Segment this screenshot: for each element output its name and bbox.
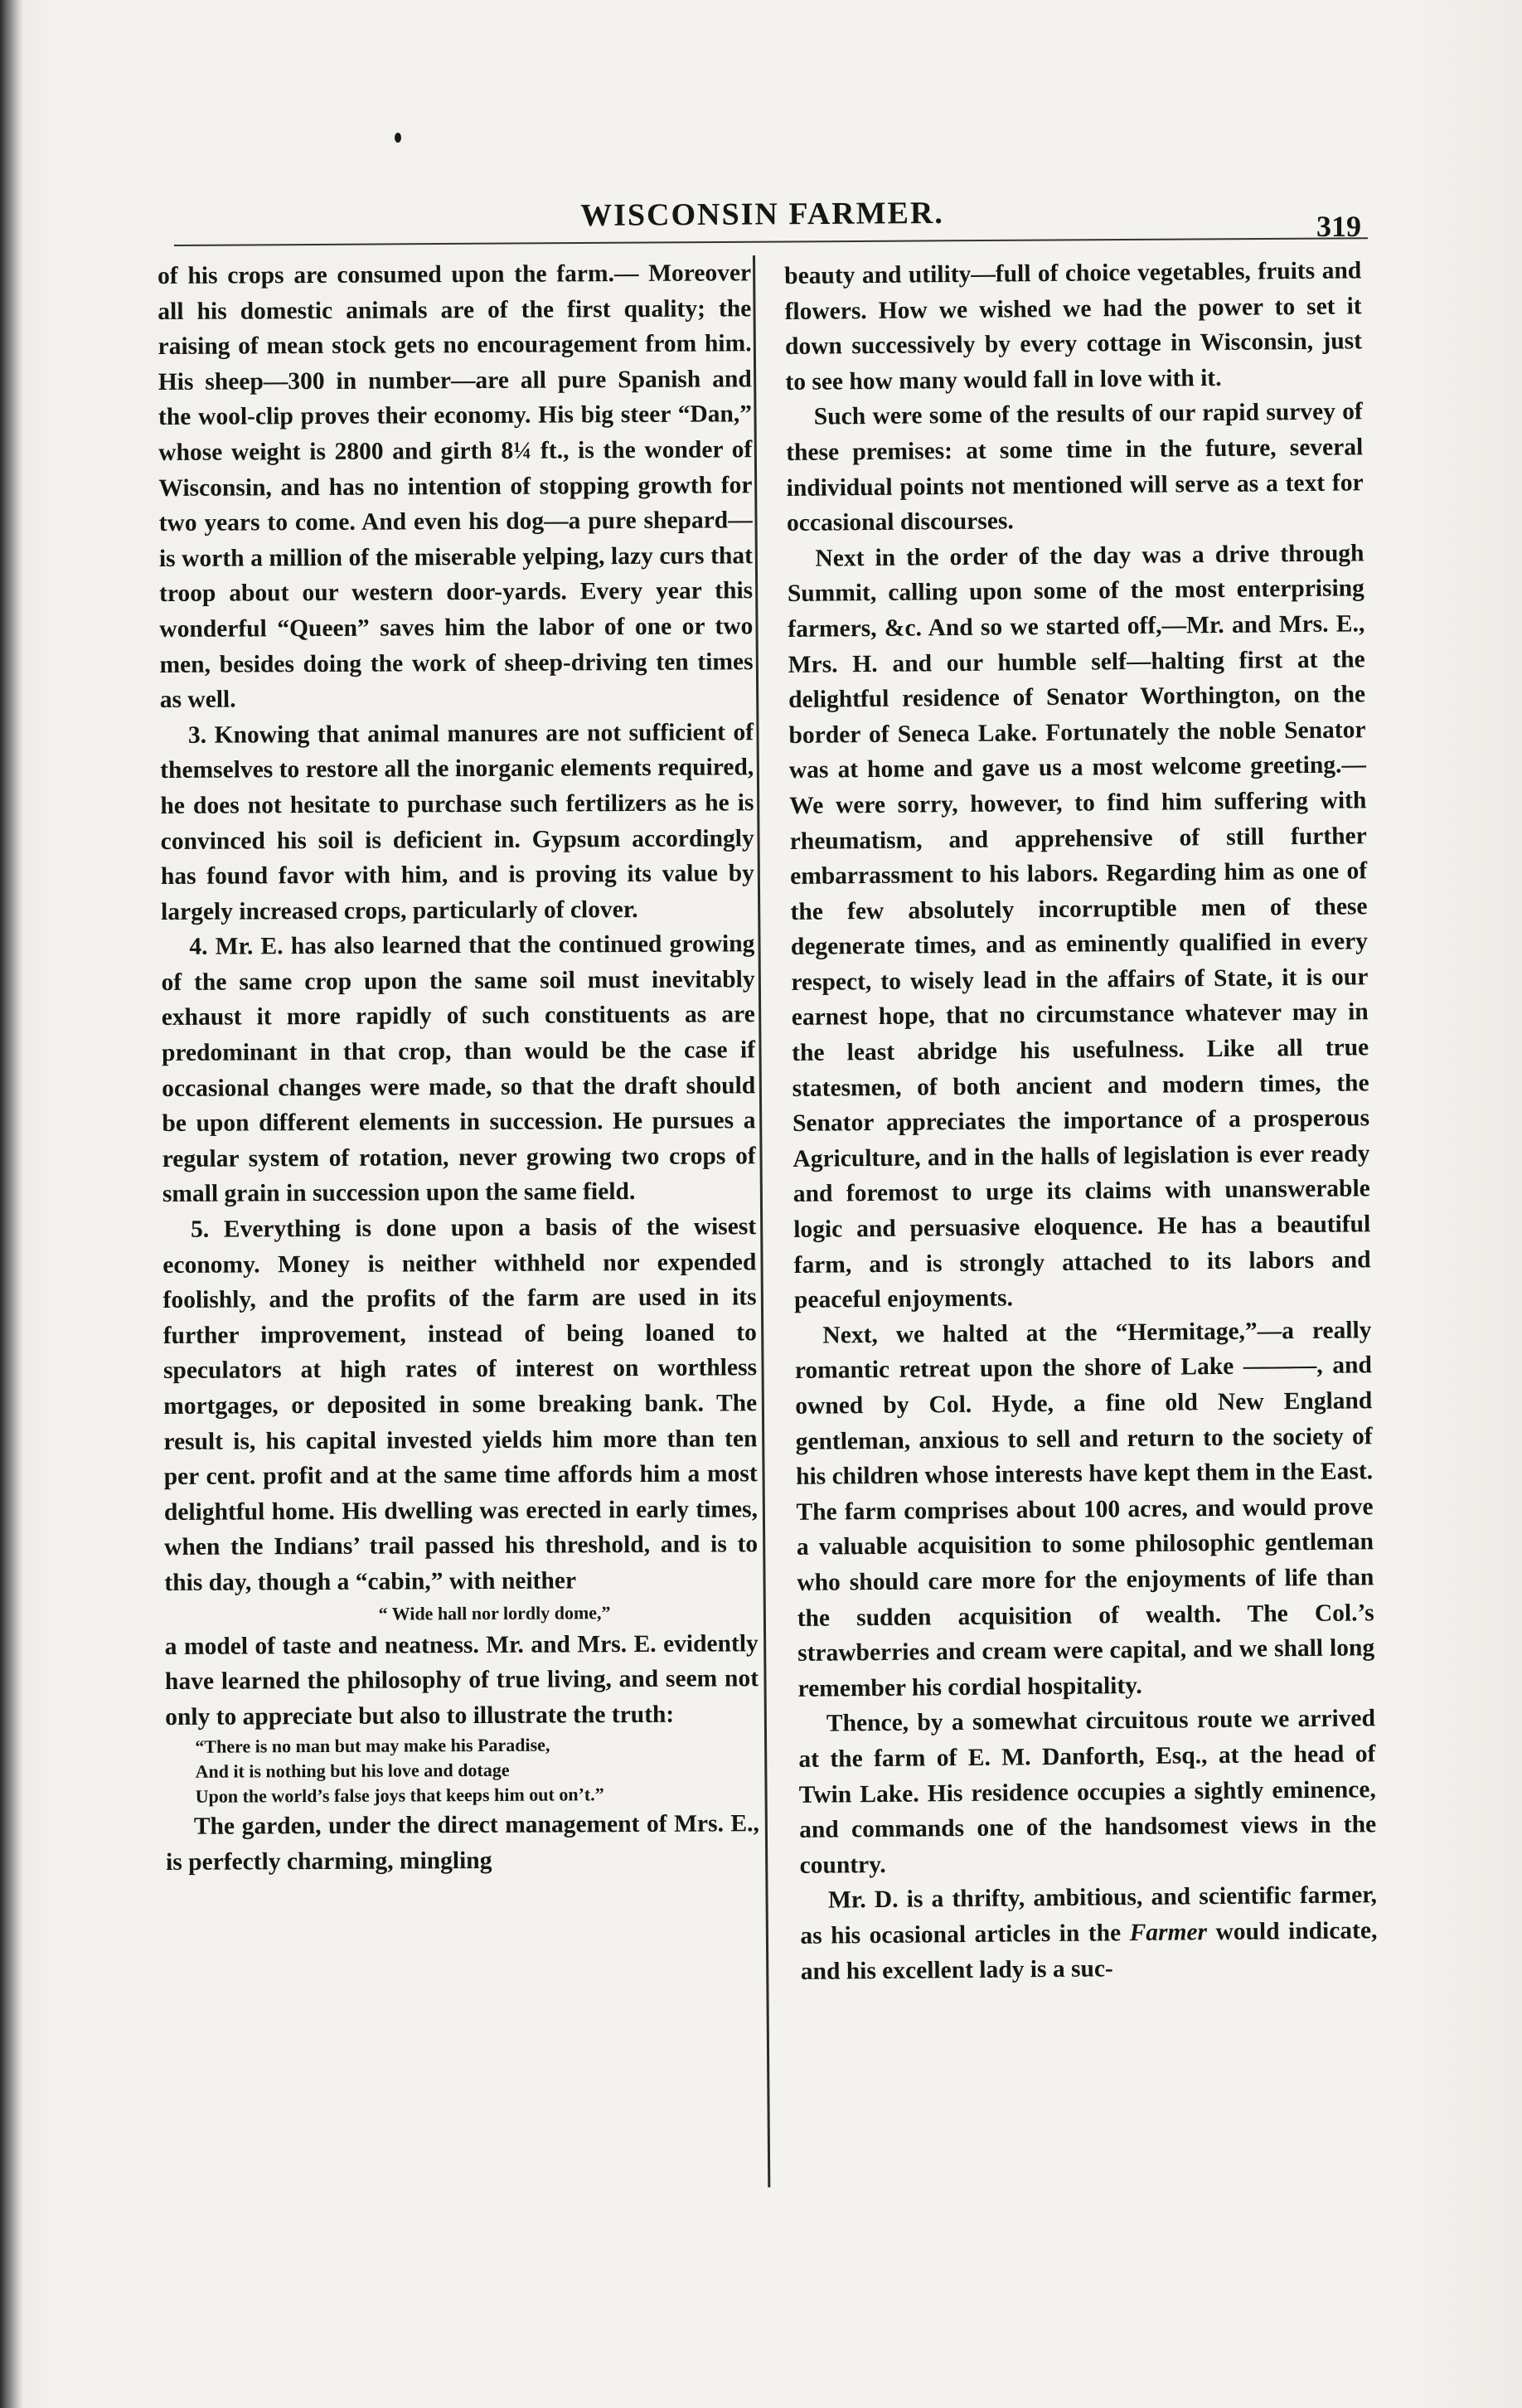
paragraph: a model of taste and neatness. Mr. and Mrs. E. evidently have learned the philosophy of true living, and seem not only to appreciate but also to illustrate the truth: — [164, 1629, 759, 1731]
verse-quotation — [165, 1732, 759, 1810]
paragraph: The garden, under the direct management of Mrs. E., is perfectly charming, mingling — [166, 1810, 759, 1876]
paragraph: Such were some of the results of our rapid survey of these premises: at some time in the future, several individual points not mentioned will serve as a text for occasional discourses. — [786, 398, 1364, 537]
paragraph: 4. Mr. E. has also learned that the continued growing of the same crop upon the same soil must inevitably exhaust it more rapidly of such constituents as are predominant in that crop, than would be the case if occasional changes were made, so that the draft should be upon different elements in succession. He pursues a regular system of rotation, never growing two crops of small grain in succession upon the same field. — [161, 930, 756, 1208]
right-column — [784, 253, 1378, 1989]
paragraph: Next, we halted at the “Hermitage,”—a really romantic retreat upon the shore of Lake ———, and owned by Col. Hyde, a fine old New England gentleman, anxious to sell and return to the society of his children whose interests have kept them in the East. The farm comprises about 100 acres, and would prove a valuable acquisition to some philosophic gentleman who should care more for the enjoyments of life than the sudden acquisition of wealth. The Col.’s strawberries and cream were capital, and we shall long remember his cordial hospitality. — [794, 1317, 1375, 1702]
left-column — [158, 255, 759, 1880]
paragraph: 3. Knowing that animal manures are not sufficient of themselves to restore all the inorganic elements required, he does not hesitate to purchase such fertilizers as he is convinced his soil is deficient in. Gypsum accordingly has found favor with him, and is proving its value by largely increased crops, particularly of clover. — [160, 718, 754, 925]
paragraph: Thence, by a somewhat circuitous route we arrived at the farm of E. M. Danforth, Esq., at the head of Twin Lake. His residence occupies a sightly eminence, and commands one of the handsomest views in the country. — [798, 1705, 1377, 1879]
page-number: 319 — [1316, 210, 1361, 243]
paragraph: Next in the order of the day was a drive through Summit, calling upon some of the most enterprising farmers, &c. And so we started off,—Mr. and Mrs. E., Mrs. H. and our humble self—halting first at the delightful residence of Senator Worthington, on the border of Seneca Lake. Fortunately the noble Senator was at home and gave us a most welcome greeting.— We were sorry, however, to find him suffering with rheumatism, and apprehensive of still further embarrassment to his labors. Regarding him as one of the few absolutely incorruptible men of these degenerate times, and as eminently qualified in every respect, to wisely lead in the affairs of State, it is our earnest hope, that no circumstance whatever may in the least abridge his usefulness. Like all true statesmen, of both ancient and modern times, the Senator appreciates the importance of a prosperous Agriculture, and in the halls of legislation is ever ready and foremost to urge its claims with unanswerable logic and persuasive eloquence. He has a beautiful farm, and is strongly attached to its labors and peaceful enjoyments. — [787, 540, 1371, 1314]
running-head: WISCONSIN FARMER. — [580, 195, 944, 233]
paragraph: of his crops are consumed upon the farm.— Moreover all his domestic animals are of the first quality; the raising of mean stock gets no encouragement from him. His sheep—300 in number—are all pure Spanish and the wool-clip proves their economy. His big steer “Dan,” whose weight is 2800 and girth 8¼ ft., is the wonder of Wisconsin, and has no intention of stopping growth for two years to come. And even his dog—a pure shepard—is worth a million of the miserable yelping, lazy curs that troop about our western door-yards. Every year this wonderful “Queen” saves him the labor of one or two men, besides doing the work of sheep-driving ten times as well. — [158, 260, 754, 714]
header-rule — [174, 237, 1368, 246]
paragraph: beauty and utility—full of choice vegetables, fruits and flowers. How we wished we had the power to set it down successively by every cottage in Wisconsin, just to see how many would fall in love with it. — [784, 257, 1363, 396]
inline-quotation: “ Wide hall nor lordly dome,” — [378, 1601, 611, 1624]
paragraph — [800, 1878, 1378, 1989]
paragraph-text: Mr. D. is a thrifty, ambitious, and scientific farmer, as his ocasional articles in the — [800, 1881, 1378, 1949]
paragraph: 5. Everything is done upon a basis of the wisest economy. Money is neither withheld nor expended foolishly, and the profits of the farm are used in its further improvement, instead of being loaned to speculators at high rates of interest on worthless mortgages, or deposited in some breaking bank. The result is, his capital invested yields him more than ten per cent. profit and at the same time affords him a most delightful home. His dwelling was erected in early times, when the Indians’ trail passed his threshold, and is to this day, though a “cabin,” with neither — [162, 1213, 759, 1596]
verse-line: “There is no man but may make his Paradise, — [195, 1734, 550, 1758]
paragraph-text: would indicate, and his excellent lady is a suc- — [800, 1917, 1378, 1985]
periodical-title: Farmer — [1129, 1919, 1208, 1946]
book-spine-shadow — [0, 0, 23, 2408]
verse-line: Upon the world’s false joys that keeps him out on’t.” — [195, 1784, 604, 1808]
verse-line: And it is nothing but his love and dotage — [195, 1760, 510, 1783]
ink-dot — [395, 133, 401, 143]
